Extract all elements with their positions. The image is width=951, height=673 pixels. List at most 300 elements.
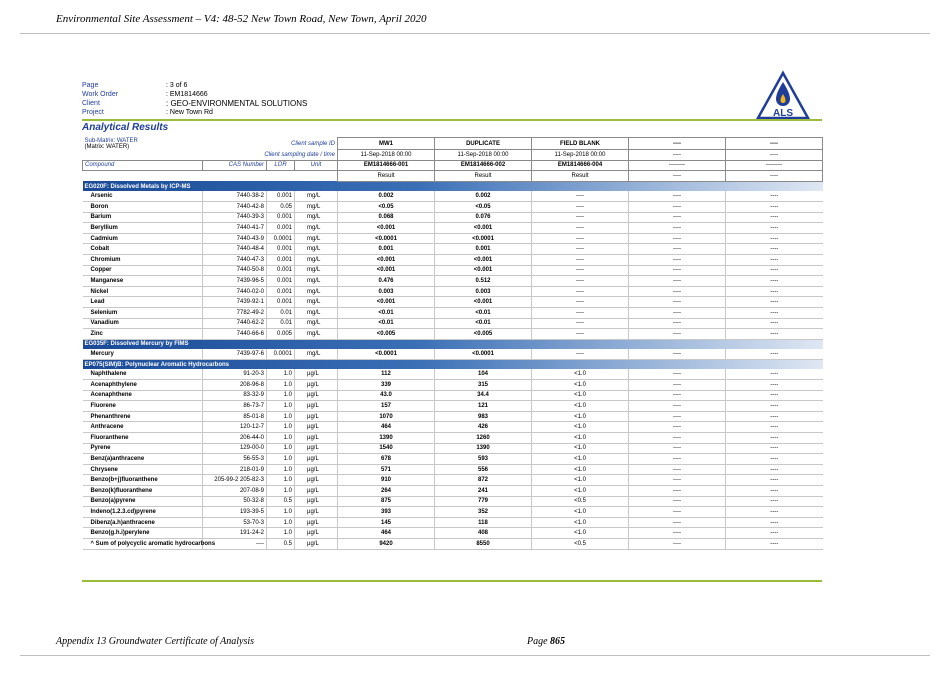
- result-value: 1540: [338, 443, 435, 454]
- result-value: 8550: [435, 538, 532, 549]
- result-value: ----: [726, 201, 823, 212]
- result-value: ----: [532, 286, 629, 297]
- result-value: <0.001: [338, 254, 435, 265]
- compound-name: ^ Sum of polycyclic aromatic hydrocarbons: [83, 538, 203, 549]
- lab-id: EM1814666-002: [435, 160, 532, 171]
- cas-number: 7440-42-8: [203, 201, 267, 212]
- meta-value: : GEO-ENVIRONMENTAL SOLUTIONS: [166, 99, 308, 108]
- result-value: 556: [435, 464, 532, 475]
- header-row-sample-id: [83, 138, 823, 150]
- lor-value: 1.0: [267, 443, 295, 454]
- cas-number: ----: [203, 538, 267, 549]
- lab-id: EM1814666-001: [338, 160, 435, 171]
- result-value: <0.001: [338, 265, 435, 276]
- result-value: 112: [338, 369, 435, 379]
- cas-number: 207-08-9: [203, 486, 267, 497]
- result-value: ----: [629, 297, 726, 308]
- result-value: <0.001: [338, 223, 435, 234]
- client-sample-id-label: Client sample ID: [291, 140, 336, 147]
- result-value: <0.01: [338, 318, 435, 329]
- compound-name: Arsenic: [83, 191, 203, 201]
- result-value: ----: [532, 329, 629, 340]
- cas-number: 7440-50-8: [203, 265, 267, 276]
- result-value: ----: [726, 433, 823, 444]
- result-label: Result: [532, 171, 629, 182]
- lab-id: --------: [726, 160, 823, 171]
- lor-value: 0.001: [267, 265, 295, 276]
- lor-value: 1.0: [267, 380, 295, 391]
- sample-id: MW1: [338, 138, 435, 150]
- result-value: <0.0001: [338, 349, 435, 359]
- compound-name: Pyrene: [83, 443, 203, 454]
- result-value: <0.05: [338, 201, 435, 212]
- unit: µg/L: [295, 496, 338, 507]
- result-value: 983: [435, 411, 532, 422]
- result-value: 241: [435, 486, 532, 497]
- unit: µg/L: [295, 538, 338, 549]
- meta-value: : EM1814666: [166, 91, 208, 98]
- lor-value: 0.005: [267, 329, 295, 340]
- result-value: ----: [629, 475, 726, 486]
- table-row: [83, 443, 823, 454]
- result-value: ----: [629, 318, 726, 329]
- result-value: ----: [532, 223, 629, 234]
- footer-page-number: 865: [550, 636, 566, 647]
- matrix-label: (Matrix: WATER): [84, 143, 130, 150]
- cas-number: 7439-97-6: [203, 349, 267, 359]
- result-value: ----: [726, 507, 823, 518]
- table-row: [83, 276, 823, 287]
- result-value: ----: [629, 380, 726, 391]
- compound-name: Naphthalene: [83, 369, 203, 379]
- cas-number: 7440-66-6: [203, 329, 267, 340]
- lor-value: 1.0: [267, 433, 295, 444]
- result-value: ----: [629, 254, 726, 265]
- unit: µg/L: [295, 411, 338, 422]
- lor-value: 1.0: [267, 390, 295, 401]
- result-value: ----: [726, 422, 823, 433]
- result-value: ----: [629, 528, 726, 539]
- table-row: [83, 233, 823, 244]
- meta-row: [82, 99, 307, 108]
- result-value: <0.0001: [435, 349, 532, 359]
- result-value: 104: [435, 369, 532, 379]
- result-value: ----: [629, 538, 726, 549]
- lor-value: 1.0: [267, 464, 295, 475]
- sampling-date: ----: [726, 150, 823, 161]
- result-value: 1260: [435, 433, 532, 444]
- compound-name: Chromium: [83, 254, 203, 265]
- result-value: ----: [532, 276, 629, 287]
- result-value: 393: [338, 507, 435, 518]
- result-value: 157: [338, 401, 435, 412]
- unit: mg/L: [295, 265, 338, 276]
- cas-number: 129-00-0: [203, 443, 267, 454]
- result-value: <1.0: [532, 475, 629, 486]
- unit: mg/L: [295, 307, 338, 318]
- result-value: ----: [726, 212, 823, 223]
- result-value: <1.0: [532, 507, 629, 518]
- result-value: <1.0: [532, 390, 629, 401]
- result-value: ----: [532, 307, 629, 318]
- table-row: [83, 475, 823, 486]
- unit: mg/L: [295, 286, 338, 297]
- unit: mg/L: [295, 212, 338, 223]
- result-value: 1390: [435, 443, 532, 454]
- cas-number: 91-20-3: [203, 369, 267, 379]
- result-value: ----: [532, 201, 629, 212]
- result-value: ----: [532, 191, 629, 201]
- table-row: [83, 486, 823, 497]
- result-value: ----: [726, 475, 823, 486]
- result-value: 1390: [338, 433, 435, 444]
- compound-name: Cobalt: [83, 244, 203, 255]
- result-value: ----: [629, 201, 726, 212]
- cas-number: 7440-43-9: [203, 233, 267, 244]
- result-value: ----: [532, 349, 629, 359]
- section-title: Analytical Results: [82, 122, 169, 133]
- table-row: [83, 528, 823, 539]
- lor-value: 0.01: [267, 307, 295, 318]
- unit: mg/L: [295, 318, 338, 329]
- unit: mg/L: [295, 297, 338, 308]
- result-value: 875: [338, 496, 435, 507]
- result-value: 145: [338, 517, 435, 528]
- table-row: [83, 244, 823, 255]
- result-value: <1.0: [532, 380, 629, 391]
- table-row: [83, 538, 823, 549]
- result-value: <1.0: [532, 528, 629, 539]
- compound-name: Beryllium: [83, 223, 203, 234]
- result-value: ----: [629, 411, 726, 422]
- compound-name: Boron: [83, 201, 203, 212]
- lor-value: 0.001: [267, 286, 295, 297]
- cas-number: 86-73-7: [203, 401, 267, 412]
- table-row: [83, 517, 823, 528]
- unit: mg/L: [295, 244, 338, 255]
- result-value: <1.0: [532, 464, 629, 475]
- result-value: <1.0: [532, 401, 629, 412]
- cas-number: 53-70-3: [203, 517, 267, 528]
- unit: mg/L: [295, 329, 338, 340]
- compound-name: Fluorene: [83, 401, 203, 412]
- result-value: <0.01: [435, 318, 532, 329]
- result-value: ----: [726, 329, 823, 340]
- sampling-date: 11-Sep-2018 00:00: [532, 150, 629, 161]
- result-value: 1070: [338, 411, 435, 422]
- result-value: ----: [629, 286, 726, 297]
- table-row: [83, 318, 823, 329]
- lor-value: 1.0: [267, 517, 295, 528]
- cas-number: 7439-96-5: [203, 276, 267, 287]
- result-label: ----: [726, 171, 823, 182]
- spacer-cell: [83, 171, 338, 182]
- result-value: ----: [629, 244, 726, 255]
- result-value: 872: [435, 475, 532, 486]
- sample-id: ----: [726, 138, 823, 150]
- cas-number: 205-99-2 205-82-3: [203, 475, 267, 486]
- lor-value: 1.0: [267, 411, 295, 422]
- cas-number: 85-01-8: [203, 411, 267, 422]
- unit: µg/L: [295, 443, 338, 454]
- unit: µg/L: [295, 390, 338, 401]
- result-value: ----: [726, 464, 823, 475]
- result-value: 408: [435, 528, 532, 539]
- result-value: ----: [726, 454, 823, 465]
- lor-value: 0.0001: [267, 349, 295, 359]
- result-value: <0.001: [435, 265, 532, 276]
- unit: µg/L: [295, 486, 338, 497]
- result-value: <0.01: [338, 307, 435, 318]
- unit: µg/L: [295, 475, 338, 486]
- method-section-title: EG035F: Dissolved Mercury by FIMS: [83, 339, 823, 349]
- result-value: <0.001: [435, 297, 532, 308]
- lor-value: 0.5: [267, 496, 295, 507]
- result-value: ----: [726, 538, 823, 549]
- result-value: 118: [435, 517, 532, 528]
- result-value: 464: [338, 528, 435, 539]
- matrix-cell: [83, 138, 267, 150]
- result-value: 339: [338, 380, 435, 391]
- compound-name: Copper: [83, 265, 203, 276]
- lor-value: 0.001: [267, 254, 295, 265]
- unit: µg/L: [295, 517, 338, 528]
- compound-name: Acenaphthylene: [83, 380, 203, 391]
- table-row: [83, 507, 823, 518]
- lor-value: 1.0: [267, 528, 295, 539]
- unit: mg/L: [295, 349, 338, 359]
- result-value: <0.005: [338, 329, 435, 340]
- unit: mg/L: [295, 201, 338, 212]
- table-row: [83, 191, 823, 201]
- method-section-title: EP075(SIM)B: Polynuclear Aromatic Hydrocarbons: [83, 359, 823, 369]
- sampling-date: 11-Sep-2018 00:00: [435, 150, 532, 161]
- unit: µg/L: [295, 528, 338, 539]
- result-value: 0.002: [338, 191, 435, 201]
- result-value: ----: [726, 486, 823, 497]
- result-value: 571: [338, 464, 435, 475]
- top-green-divider: [82, 119, 822, 121]
- unit: µg/L: [295, 507, 338, 518]
- header-row-columns: [83, 160, 823, 171]
- compound-name: Chrysene: [83, 464, 203, 475]
- table-row: [83, 422, 823, 433]
- meta-row: [82, 90, 307, 99]
- cas-number: 208-96-8: [203, 380, 267, 391]
- result-value: ----: [726, 233, 823, 244]
- meta-label: Page: [82, 82, 99, 89]
- compound-name: Dibenz(a.h)anthracene: [83, 517, 203, 528]
- method-section-title: EG020F: Dissolved Metals by ICP-MS: [83, 181, 823, 191]
- result-value: 0.003: [338, 286, 435, 297]
- meta-row: [82, 81, 307, 90]
- result-value: 910: [338, 475, 435, 486]
- result-value: ----: [726, 528, 823, 539]
- table-row: [83, 223, 823, 234]
- result-value: ----: [629, 369, 726, 379]
- compound-name: Lead: [83, 297, 203, 308]
- compound-name: Fluoranthene: [83, 433, 203, 444]
- result-value: ----: [532, 233, 629, 244]
- result-value: ----: [629, 191, 726, 201]
- result-value: ----: [532, 265, 629, 276]
- result-value: ----: [629, 349, 726, 359]
- cas-header: CAS Number: [203, 160, 267, 171]
- cas-number: 7440-38-2: [203, 191, 267, 201]
- result-value: ----: [629, 433, 726, 444]
- result-value: <1.0: [532, 454, 629, 465]
- cas-number: 218-01-9: [203, 464, 267, 475]
- compound-name: Nickel: [83, 286, 203, 297]
- lor-value: 1.0: [267, 369, 295, 379]
- result-value: ----: [726, 349, 823, 359]
- result-value: ----: [629, 307, 726, 318]
- result-value: 315: [435, 380, 532, 391]
- result-value: ----: [726, 390, 823, 401]
- result-value: 0.003: [435, 286, 532, 297]
- unit: µg/L: [295, 369, 338, 379]
- compound-name: Selenium: [83, 307, 203, 318]
- unit: µg/L: [295, 454, 338, 465]
- cas-number: 7440-48-4: [203, 244, 267, 255]
- table-row: [83, 401, 823, 412]
- lor-value: 0.001: [267, 212, 295, 223]
- result-value: 464: [338, 422, 435, 433]
- cas-number: 7440-02-0: [203, 286, 267, 297]
- result-value: ----: [726, 401, 823, 412]
- result-value: 426: [435, 422, 532, 433]
- result-value: ----: [726, 297, 823, 308]
- result-value: ----: [726, 380, 823, 391]
- result-value: 0.001: [435, 244, 532, 255]
- compound-name: Acenaphthene: [83, 390, 203, 401]
- result-value: 34.4: [435, 390, 532, 401]
- result-value: ----: [629, 276, 726, 287]
- result-value: 779: [435, 496, 532, 507]
- result-value: <1.0: [532, 369, 629, 379]
- bottom-green-divider: [82, 580, 822, 582]
- compound-name: Benzo(k)fluoranthene: [83, 486, 203, 497]
- unit: µg/L: [295, 464, 338, 475]
- result-value: <0.001: [338, 297, 435, 308]
- result-value: 9420: [338, 538, 435, 549]
- lor-value: 0.0001: [267, 233, 295, 244]
- table-row: [83, 411, 823, 422]
- cas-number: 7440-62-2: [203, 318, 267, 329]
- result-value: ----: [629, 517, 726, 528]
- result-value: ----: [629, 486, 726, 497]
- table-row: [83, 464, 823, 475]
- meta-label: Project: [82, 109, 104, 116]
- result-value: 0.476: [338, 276, 435, 287]
- result-value: ----: [629, 265, 726, 276]
- table-row: [83, 454, 823, 465]
- result-value: <0.005: [435, 329, 532, 340]
- table-row: [83, 212, 823, 223]
- result-value: <0.01: [435, 307, 532, 318]
- result-value: <0.5: [532, 538, 629, 549]
- result-value: ----: [532, 212, 629, 223]
- table-row: [83, 307, 823, 318]
- lor-value: 1.0: [267, 454, 295, 465]
- result-value: <1.0: [532, 411, 629, 422]
- cas-number: 83-32-9: [203, 390, 267, 401]
- result-value: 593: [435, 454, 532, 465]
- result-value: ----: [726, 443, 823, 454]
- result-value: 121: [435, 401, 532, 412]
- compound-name: Phenanthrene: [83, 411, 203, 422]
- sampling-date: ----: [629, 150, 726, 161]
- unit: µg/L: [295, 433, 338, 444]
- compound-name: Zinc: [83, 329, 203, 340]
- table-row: [83, 380, 823, 391]
- lor-header: LOR: [267, 160, 295, 171]
- header-row-result: [83, 171, 823, 182]
- result-value: ----: [629, 223, 726, 234]
- result-value: <0.0001: [338, 233, 435, 244]
- als-logo-icon: [757, 72, 809, 120]
- lor-value: 0.001: [267, 191, 295, 201]
- result-value: ----: [532, 254, 629, 265]
- result-value: ----: [726, 496, 823, 507]
- lor-value: 0.05: [267, 201, 295, 212]
- unit: mg/L: [295, 233, 338, 244]
- result-value: ----: [629, 443, 726, 454]
- result-value: <0.5: [532, 496, 629, 507]
- footer-page-label: Page: [527, 636, 548, 647]
- report-meta: [82, 81, 307, 117]
- unit: µg/L: [295, 422, 338, 433]
- result-value: ----: [726, 318, 823, 329]
- result-value: <1.0: [532, 422, 629, 433]
- meta-row: [82, 108, 307, 117]
- cas-number: 7782-49-2: [203, 307, 267, 318]
- cas-number: 7439-92-1: [203, 297, 267, 308]
- compound-name: Benzo(a)pyrene: [83, 496, 203, 507]
- meta-label: Client: [82, 100, 100, 107]
- result-value: <1.0: [532, 433, 629, 444]
- result-value: ----: [629, 401, 726, 412]
- result-value: ----: [726, 223, 823, 234]
- result-value: <1.0: [532, 443, 629, 454]
- table-row: [83, 265, 823, 276]
- table-row: [83, 369, 823, 379]
- cas-number: 7440-39-3: [203, 212, 267, 223]
- compound-name: Cadmium: [83, 233, 203, 244]
- cas-number: 7440-47-3: [203, 254, 267, 265]
- lor-value: 0.001: [267, 276, 295, 287]
- unit-header: Unit: [295, 160, 338, 171]
- unit: mg/L: [295, 276, 338, 287]
- compound-name: Benz(a)anthracene: [83, 454, 203, 465]
- table-row: [83, 496, 823, 507]
- lor-value: 0.001: [267, 223, 295, 234]
- table-row: [83, 329, 823, 340]
- result-value: 0.076: [435, 212, 532, 223]
- lor-value: 0.001: [267, 244, 295, 255]
- result-value: ----: [629, 496, 726, 507]
- table-row: [83, 390, 823, 401]
- lor-value: 0.001: [267, 297, 295, 308]
- result-label: Result: [435, 171, 532, 182]
- compound-name: Barium: [83, 212, 203, 223]
- result-value: ----: [532, 244, 629, 255]
- result-value: <0.001: [435, 254, 532, 265]
- result-label: ----: [629, 171, 726, 182]
- result-value: ----: [726, 411, 823, 422]
- result-value: 0.001: [338, 244, 435, 255]
- meta-value: : 3 of 6: [166, 82, 188, 89]
